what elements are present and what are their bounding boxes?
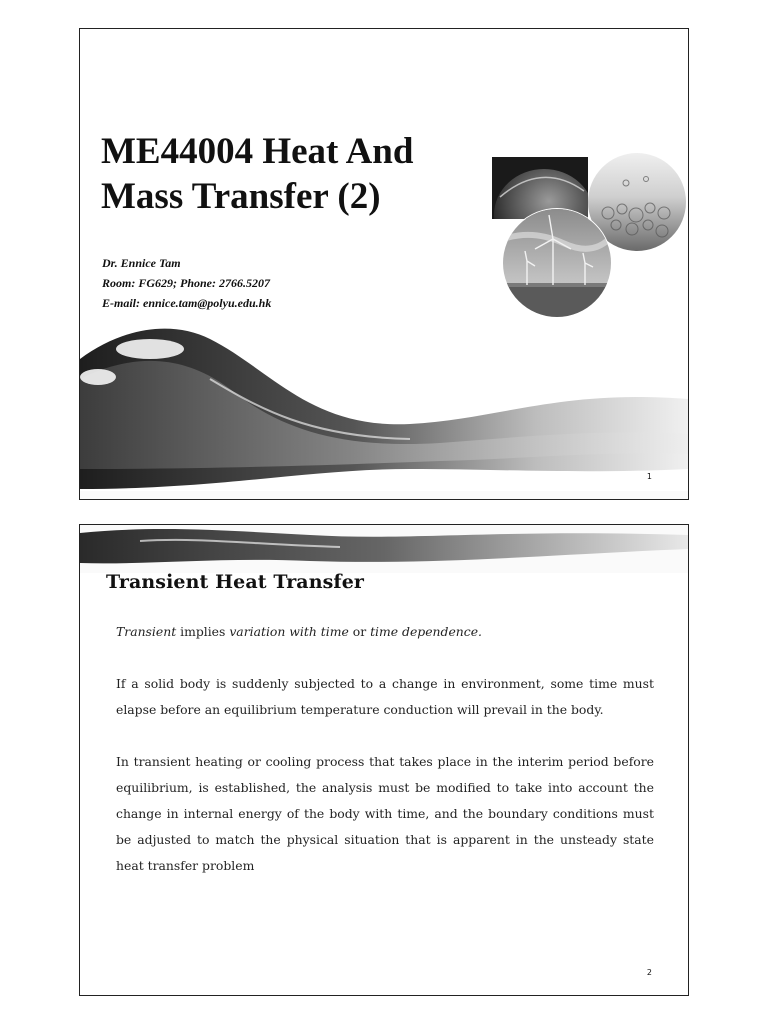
- text-or: or: [348, 624, 371, 639]
- contact-info: [102, 253, 271, 313]
- emphasis-variation: variation with time: [229, 624, 349, 639]
- paragraph-transient-process: In transient heating or cooling process that takes place in the interim period before equilibrium, is established, the analysis must be modified to take into account the change in internal energy of the body with time, and the boundary conditions must be adjusted to match the physical situation that is apparent in the unsteady state heat transfer problem: [116, 754, 654, 873]
- slide-title: [101, 129, 413, 219]
- paragraph-solid-body: If a solid body is suddenly subjected to a change in environment, some time must elapse before an equilibrium temperature conduction will prevail in the body.: [116, 676, 654, 717]
- text-implies: implies: [176, 624, 230, 639]
- title-line-1: ME44004 Heat And: [101, 131, 414, 172]
- slide-heading: Transient Heat Transfer: [106, 571, 365, 593]
- emphasis-transient: Transient: [116, 624, 177, 639]
- page-number: 2: [646, 968, 652, 977]
- paragraph-definition: [116, 619, 654, 645]
- title-line-2: Mass Transfer (2): [101, 176, 381, 217]
- slide-2: [79, 524, 689, 996]
- wave-header-graphic: [80, 525, 688, 573]
- wave-graphic: [80, 319, 688, 499]
- wind-turbines-photo: [502, 208, 612, 318]
- contact-email: E-mail: ennice.tam@polyu.edu.hk: [102, 296, 272, 310]
- emphasis-time-dependence: time dependence.: [370, 624, 482, 639]
- slide-body: [116, 619, 654, 905]
- page-number: 1: [646, 472, 652, 481]
- slide-1: [79, 28, 689, 500]
- contact-name: Dr. Ennice Tam: [102, 256, 181, 270]
- contact-room-phone: Room: FG629; Phone: 2766.5207: [102, 276, 270, 290]
